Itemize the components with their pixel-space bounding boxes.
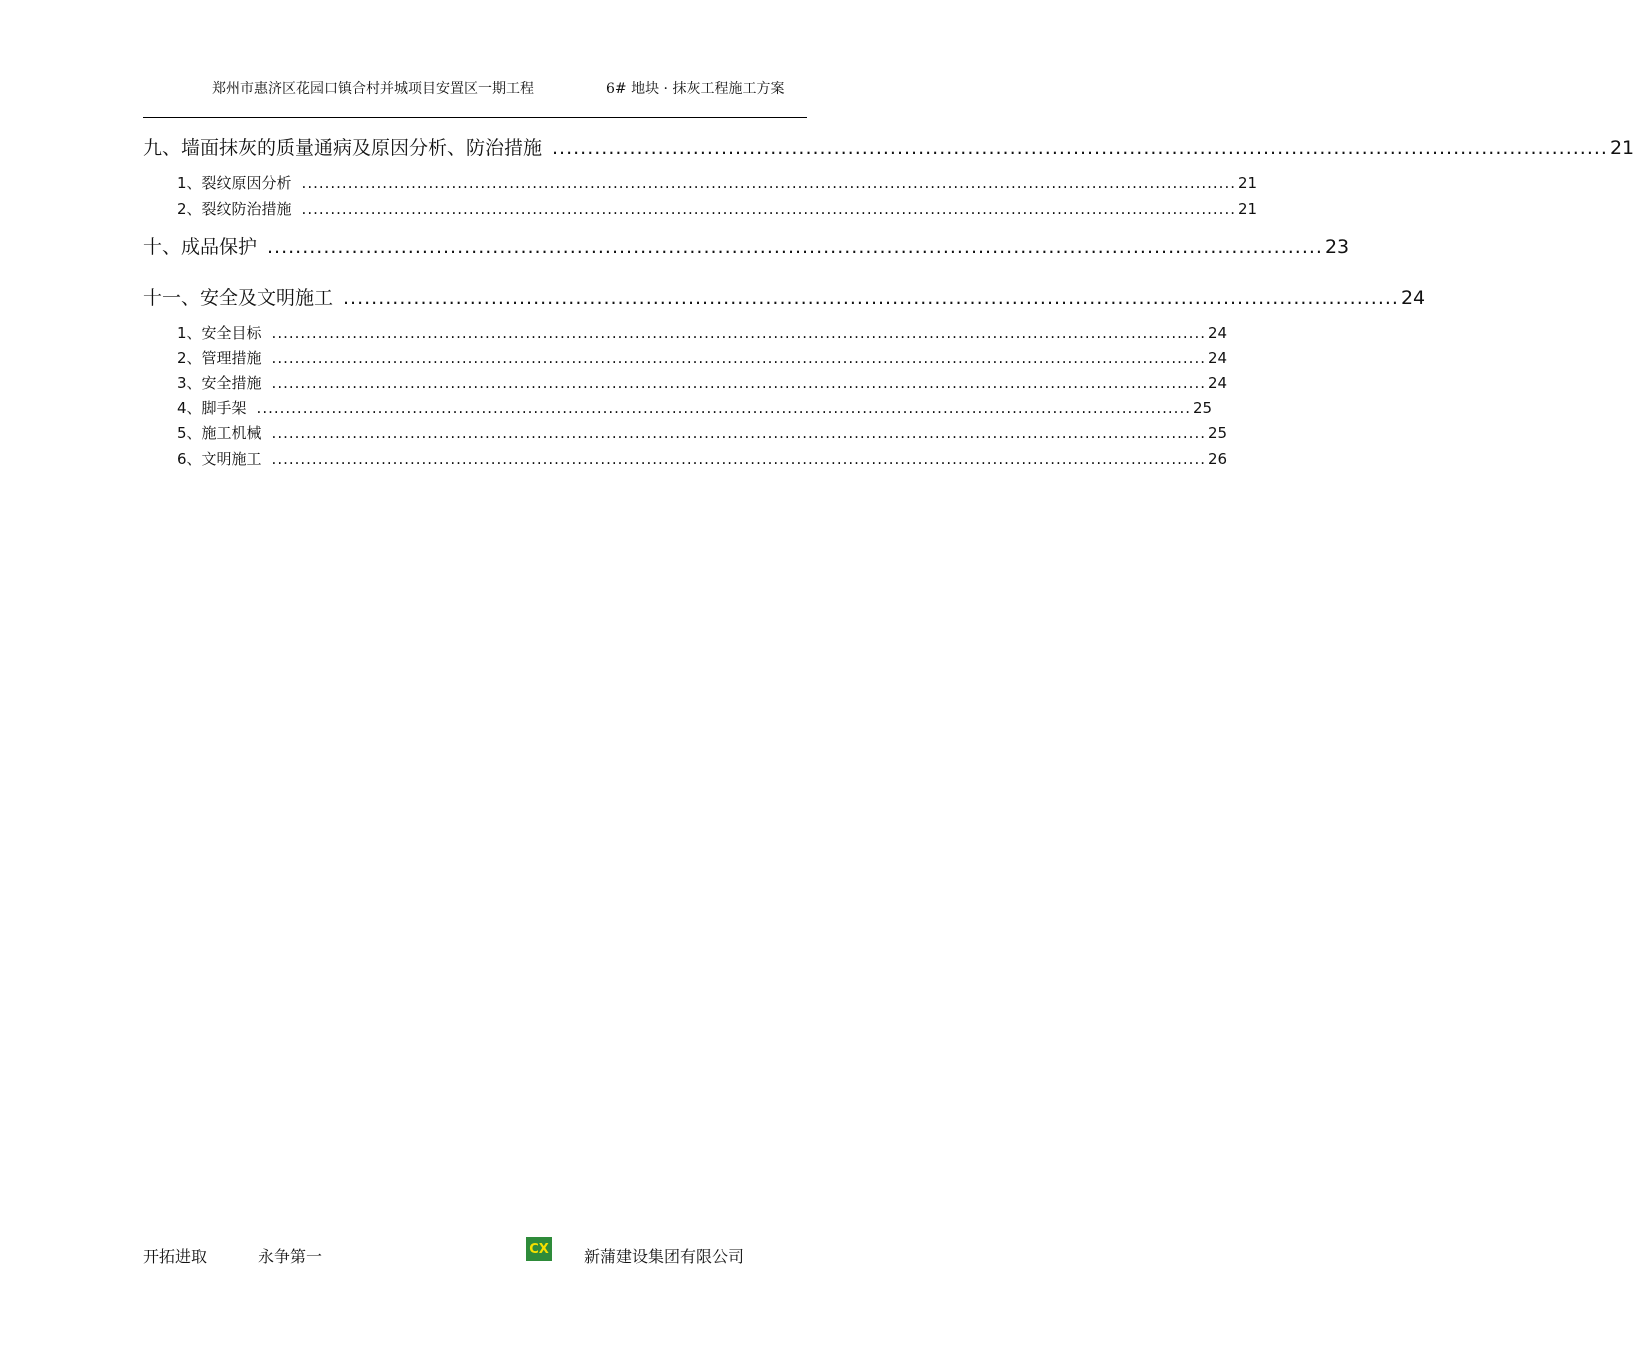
toc-leader-dots: .................................................................................................................................................................. (271, 424, 1206, 442)
toc-entry-title: 1、安全目标 (177, 324, 262, 342)
toc-entry-page: 21 (1237, 174, 1258, 192)
toc-entry-page: 24 (1207, 374, 1228, 392)
company-logo-icon: CX (526, 1237, 552, 1261)
toc-entry-page: 24 (1400, 287, 1426, 309)
toc-entry-11-2[interactable] (177, 347, 1228, 368)
toc-entry-title: 5、施工机械 (177, 424, 262, 442)
toc-entry-page: 21 (1237, 200, 1258, 218)
toc-entry-page: 25 (1192, 399, 1213, 417)
toc-leader-dots: .................................................................................................................................................................. (271, 349, 1206, 367)
footer-company-name: 新蒲建设集团有限公司 (584, 1247, 745, 1266)
toc-entry-title: 1、裂纹原因分析 (177, 174, 292, 192)
toc-entry-title: 3、安全措施 (177, 374, 262, 392)
toc-leader-dots: .................................................................................................................................................................. (256, 399, 1191, 417)
toc-entry-11-5[interactable] (177, 422, 1228, 443)
toc-entry-title: 十、成品保护 (143, 236, 258, 258)
toc-entry-section-9[interactable] (143, 133, 1634, 160)
toc-entry-11-3[interactable] (177, 372, 1228, 393)
header-project-title: 郑州市惠济区花园口镇合村并城项目安置区一期工程 (212, 81, 534, 97)
toc-entry-page: 24 (1207, 349, 1228, 367)
footer-slogan-left: 开拓进取 (143, 1247, 208, 1266)
toc-entry-title: 十一、安全及文明施工 (143, 287, 334, 309)
toc-entry-section-11[interactable] (143, 283, 1426, 310)
toc-entry-page: 24 (1207, 324, 1228, 342)
toc-leader-dots: ...................................................................................................................................................... (343, 287, 1399, 309)
toc-leader-dots: .................................................................................................................................................................. (271, 450, 1206, 468)
toc-leader-dots: .................................................................................................................................................................. (271, 324, 1206, 342)
toc-leader-dots: .................................................................................................................................................................. (271, 374, 1206, 392)
toc-leader-dots: ...................................................................................................................................................... (552, 137, 1608, 159)
toc-entry-title: 6、文明施工 (177, 450, 262, 468)
toc-entry-9-2[interactable] (177, 198, 1258, 219)
toc-entry-section-10[interactable] (143, 232, 1350, 259)
toc-leader-dots: .................................................................................................................................................................. (301, 200, 1236, 218)
toc-entry-11-4[interactable] (177, 397, 1213, 418)
toc-entry-title: 2、管理措施 (177, 349, 262, 367)
toc-entry-11-6[interactable] (177, 448, 1228, 469)
toc-entry-title: 九、墙面抹灰的质量通病及原因分析、防治措施 (143, 137, 543, 159)
toc-leader-dots: .................................................................................................................................................................. (301, 174, 1236, 192)
toc-entry-page: 23 (1324, 236, 1350, 258)
toc-entry-title: 2、裂纹防治措施 (177, 200, 292, 218)
header-divider (143, 117, 807, 118)
toc-entry-11-1[interactable] (177, 322, 1228, 343)
header-section-title: 6# 地块 · 抹灰工程施工方案 (606, 81, 785, 97)
toc-entry-page: 26 (1207, 450, 1228, 468)
toc-entry-9-1[interactable] (177, 172, 1258, 193)
toc-entry-page: 25 (1207, 424, 1228, 442)
toc-entry-page: 21 (1609, 137, 1634, 159)
toc-leader-dots: ...................................................................................................................................................... (267, 236, 1323, 258)
footer-slogan-right: 永争第一 (258, 1247, 323, 1266)
toc-entry-title: 4、脚手架 (177, 399, 247, 417)
